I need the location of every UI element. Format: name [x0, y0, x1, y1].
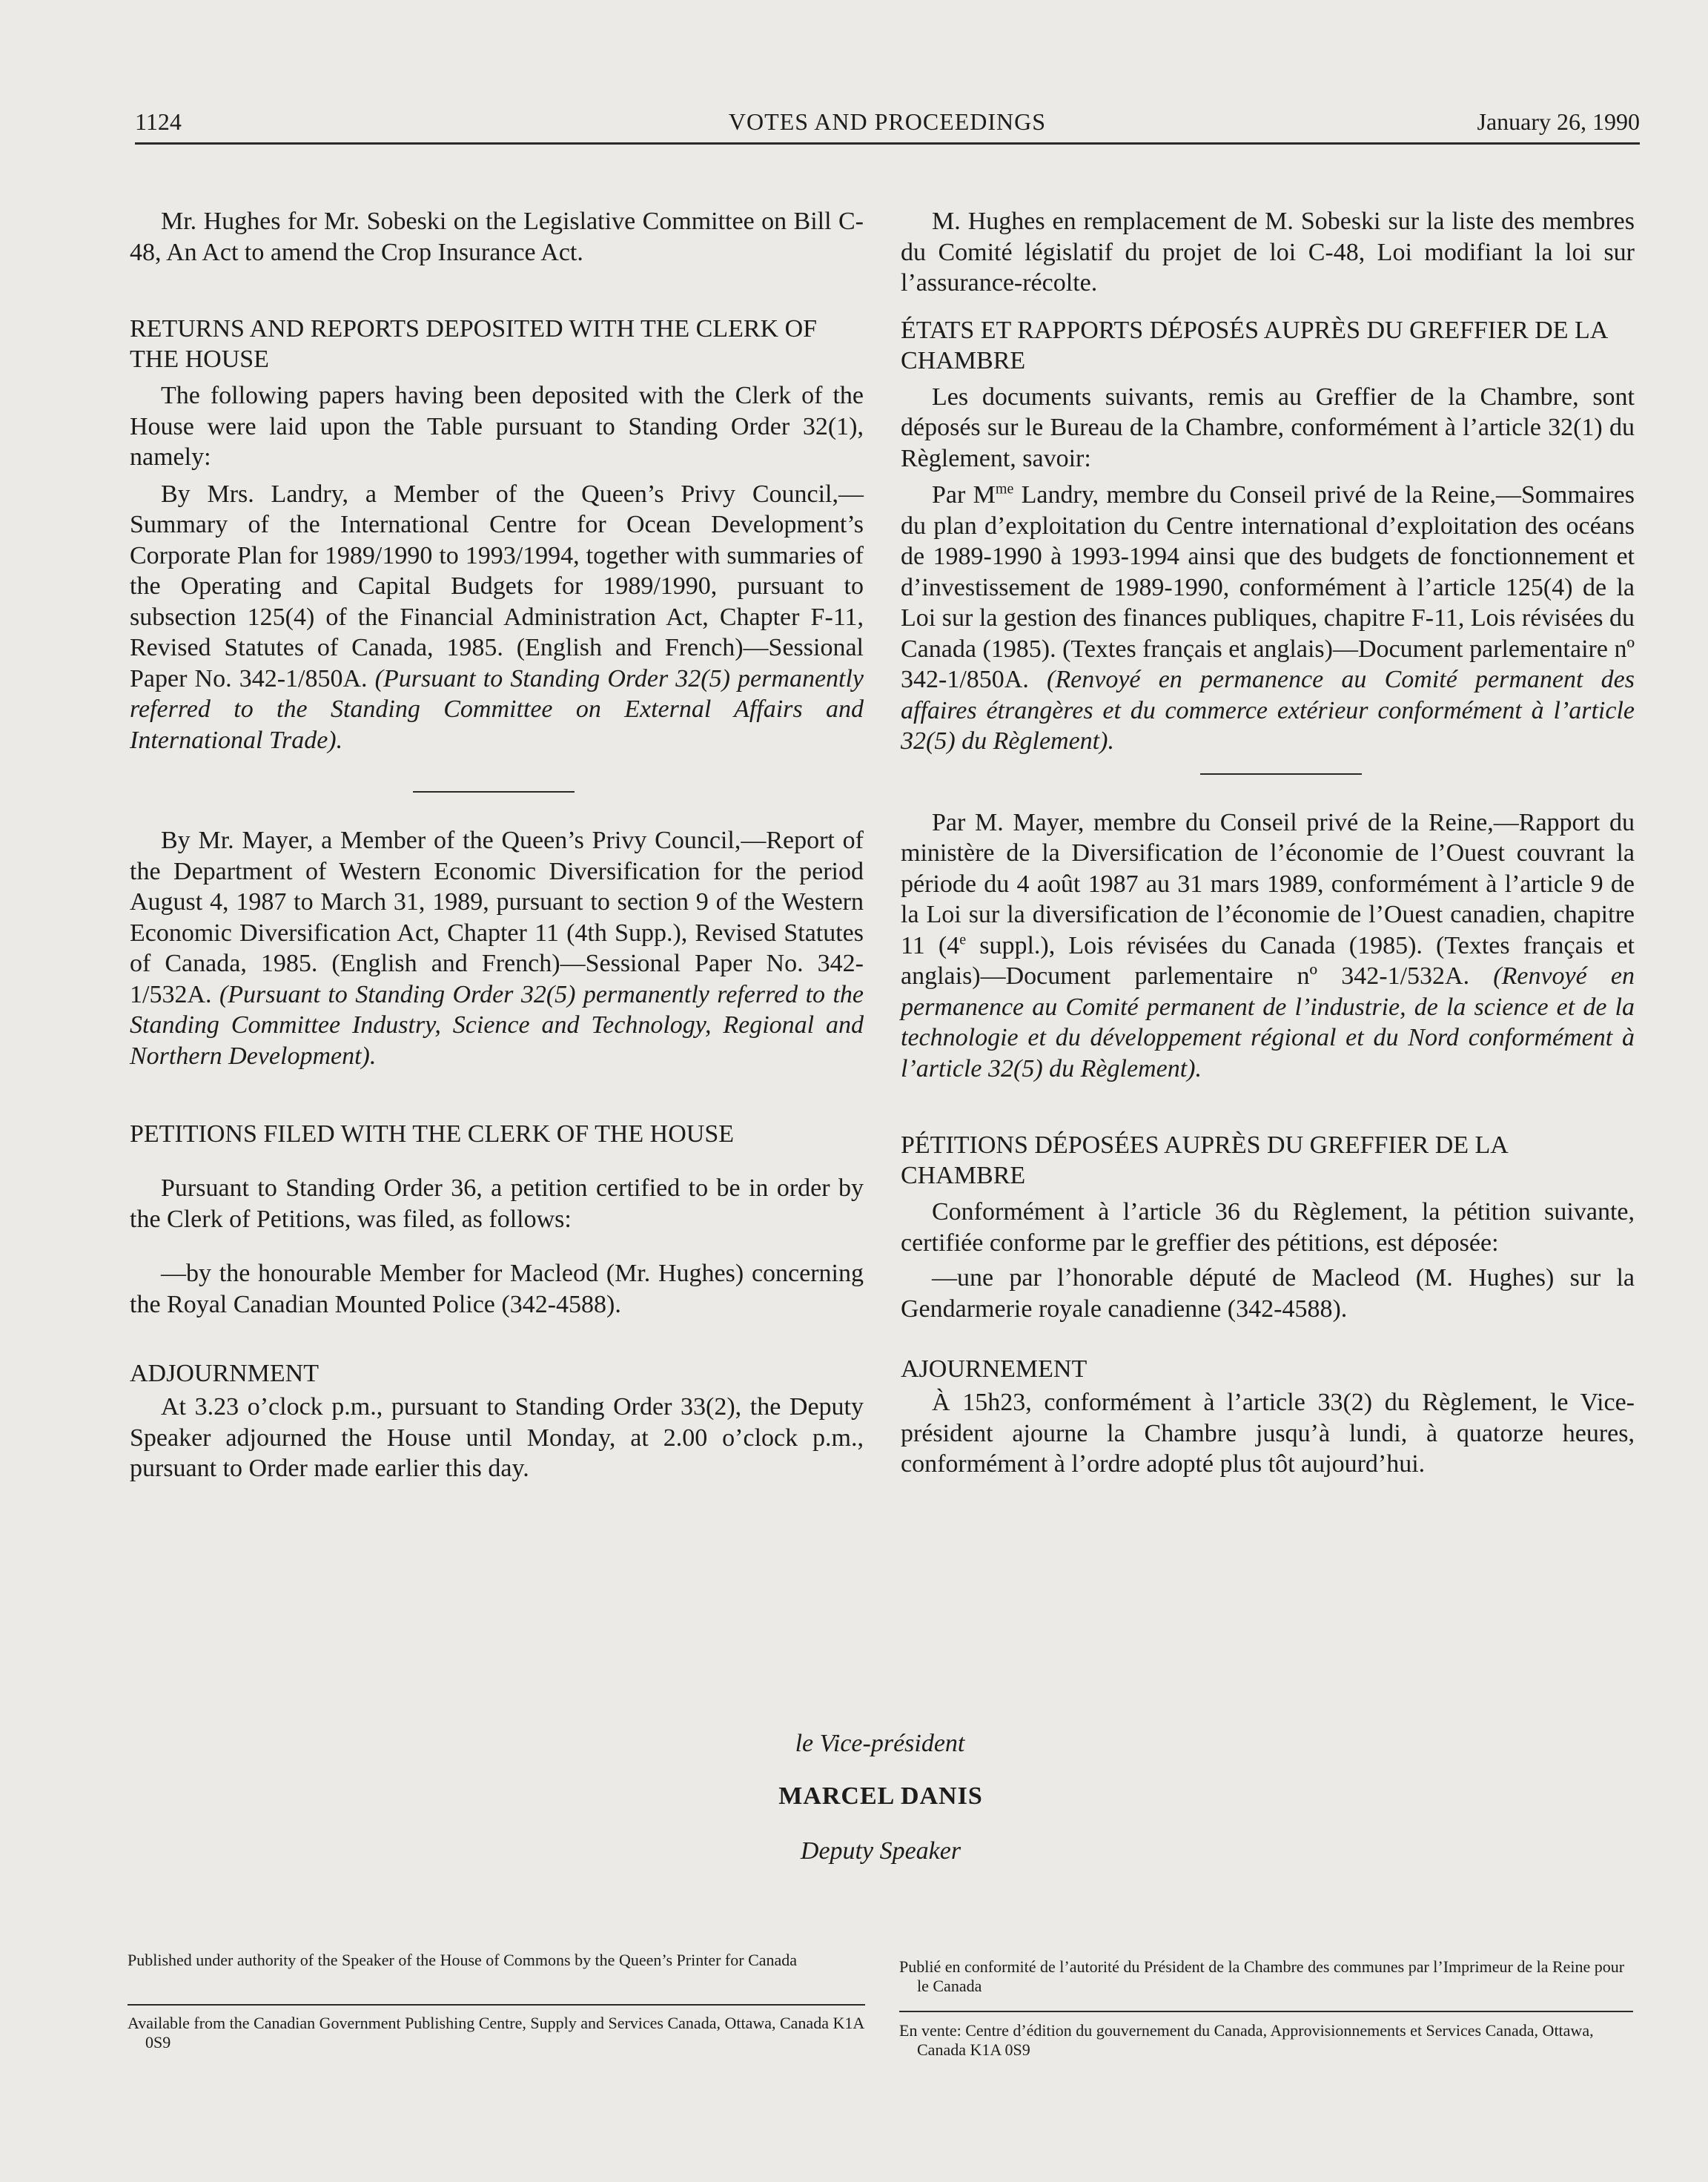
footer-rule-left [128, 2004, 865, 2006]
footer-available-fr-text: En vente: Centre d’édition du gouvernement du Canada, Approvisionnements et Services Canada, Ottawa, Canada K1A 0S9 [899, 2021, 1594, 2059]
mayer-paper-text-fr: suppl.), Lois révisées du Canada (1985). (Textes français et anglais)—Document parlementaire nº 342-1/532A. [901, 931, 1635, 990]
landry-superscript-fr: me [995, 480, 1014, 497]
mayer-paper-prefix-fr: Par M. Mayer, membre du Conseil privé de la Reine,—Rapport du ministère de la Diversification de l’économie de l’Ouest couvrant la période du 4 août 1987 au 31 mars 1989, conformément à l’article 9 de la Loi sur la diversification de l’économie de l’Ouest canadien, chapitre 11 (4 [901, 808, 1635, 959]
page-number: 1124 [135, 108, 182, 135]
signoff-name: MARCEL DANIS [778, 1782, 983, 1810]
mayer-paper-text: By Mr. Mayer, a Member of the Queen’s Privy Council,—Report of the Department of Western Economic Diversification for the period August 4, 1987 to March 31, 1989, pursuant to section 9 of the Western Economic Diversification Act, Chapter 11 (4th Supp.), Revised Statutes of Canada, 1985. (English and French)—Sessional Paper No. 342-1/532A. [130, 827, 864, 1008]
page-date: January 26, 1990 [1477, 108, 1640, 135]
footer-published-en [128, 1951, 865, 1970]
mayer-paper-reference-fr: (Renvoyé en permanence au Comité permanent de l’industrie, de la science et de la technologie et du développement régional et du Nord conformément à l’article 32(5) du Règlement). [901, 962, 1635, 1082]
landry-paper-text-fr: Landry, membre du Conseil privé de la Reine,—Sommaires du plan d’exploitation du Centre international d’exploitation des océans de 1989-1990 à 1993-1994 ainsi que des budgets de fonctionnement et d’investissement de 1989-1990, conformément à l’article 125(4) de la Loi sur la gestion des finances publiques, chapitre F-11, Lois révisées du Canada (1985). (Textes français et anglais)—Document parlementaire nº 342-1/850A. [901, 481, 1635, 693]
adjournment-heading-fr: AJOURNEMENT [901, 1355, 1088, 1383]
signoff-role: le Vice-président [795, 1730, 965, 1757]
committee-change-paragraph: Mr. Hughes for Mr. Sobeski on the Legislative Committee on Bill C-48, An Act to amend the Crop Insurance Act. [130, 208, 864, 266]
mayer-paper [130, 825, 864, 1071]
petitions-heading: PETITIONS FILED WITH THE CLERK OF THE HOUSE [130, 1120, 735, 1148]
english-column [130, 206, 864, 1484]
footer-available-en [128, 2014, 865, 2052]
returns-body-fr: Les documents suivants, remis au Greffier de la Chambre, sont déposés sur le Bureau de la Chambre, conformément à l’article 32(1) du Règlement, savoir: [901, 383, 1635, 472]
petitions-body: Pursuant to Standing Order 36, a petition certified to be in order by the Clerk of Petitions, was filed, as follows: [130, 1174, 864, 1233]
footer-published-en-text: Published under authority of the Speaker of the House of Commons by the Queen’s Printer for Canada [128, 1951, 798, 1969]
petitions-heading-fr: PÉTITIONS DÉPOSÉES AUPRÈS DU GREFFIER DE LA CHAMBRE [901, 1131, 1507, 1189]
returns-body: The following papers having been deposited with the Clerk of the House were laid upon the Table pursuant to Standing Order 32(1), namely: [130, 382, 864, 471]
committee-change-paragraph-fr: M. Hughes en remplacement de M. Sobeski sur la liste des membres du Comité législatif du projet de loi C-48, Loi modifiant la loi sur l’assurance-récolte. [901, 208, 1635, 297]
running-title: VOTES AND PROCEEDINGS [728, 108, 1047, 135]
footer-rule-right [899, 2011, 1633, 2012]
mayer-superscript-fr: e [959, 931, 967, 948]
landry-paper-reference: (Pursuant to Standing Order 32(5) permanently referred to the Standing Committee on External Affairs and International Trade). [130, 664, 864, 754]
footer-published-fr-text: Publié en conformité de l’autorité du Président de la Chambre des communes par l’Imprimeur de la Reine pour le Canada [899, 1957, 1625, 1995]
landry-paper-fr [901, 480, 1635, 757]
adjournment-heading: ADJOURNMENT [130, 1360, 319, 1387]
returns-heading: RETURNS AND REPORTS DEPOSITED WITH THE CLERK OF THE HOUSE [130, 315, 818, 373]
landry-paper-prefix-fr: Par M [932, 481, 996, 509]
page-header [135, 105, 1640, 145]
petition-item: —by the honourable Member for Macleod (Mr. Hughes) concerning the Royal Canadian Mounted Police (342-4588). [130, 1260, 864, 1318]
mayer-paper-fr [901, 807, 1635, 1085]
landry-paper-reference-fr: (Renvoyé en permanence au Comité permanent des affaires étrangères et du commerce extérieur conformément à l’article 32(5) du Règlement). [901, 666, 1635, 755]
footer-available-en-text: Available from the Canadian Government Publishing Centre, Supply and Services Canada, Ottawa, Canada K1A 0S9 [128, 2014, 864, 2052]
signoff-title: Deputy Speaker [800, 1837, 961, 1865]
petitions-body-fr: Conformément à l’article 36 du Règlement, la pétition suivante, certifiée conforme par le greffier des pétitions, est déposée: [901, 1198, 1635, 1257]
adjournment-body-fr: À 15h23, conformément à l’article 33(2) du Règlement, le Vice-président ajourne la Chambre jusqu’à lundi, à quatorze heures, conformément à l’ordre adopté plus tôt aujourd’hui. [901, 1389, 1635, 1478]
mayer-paper-reference: (Pursuant to Standing Order 32(5) permanently referred to the Standing Committee Industry, Science and Technology, Regional and Northern Development). [130, 980, 864, 1070]
petition-item-fr: —une par l’honorable député de Macleod (M. Hughes) sur la Gendarmerie royale canadienne (342-4588). [901, 1264, 1635, 1323]
adjournment-body: At 3.23 o’clock p.m., pursuant to Standing Order 33(2), the Deputy Speaker adjourned the House until Monday, at 2.00 o’clock p.m., pursuant to Order made earlier this day. [130, 1393, 864, 1482]
french-column [901, 206, 1635, 1480]
landry-paper-text: By Mrs. Landry, a Member of the Queen’s Privy Council,—Summary of the International Centre for Ocean Development’s Corporate Plan for 1989/1990 to 1993/1994, together with summaries of the Operating and Capital Budgets for 1989/1990, pursuant to subsection 125(4) of the Financial Administration Act, Chapter F-11, Revised Statutes of Canada, 1985. (English and French)—Sessional Paper No. 342-1/850A. [130, 480, 864, 692]
footer-published-fr [899, 1957, 1633, 1996]
footer-available-fr [899, 2021, 1633, 2060]
landry-paper [130, 479, 864, 756]
returns-heading-fr: ÉTATS ET RAPPORTS DÉPOSÉS AUPRÈS DU GREFFIER DE LA CHAMBRE [901, 316, 1607, 374]
